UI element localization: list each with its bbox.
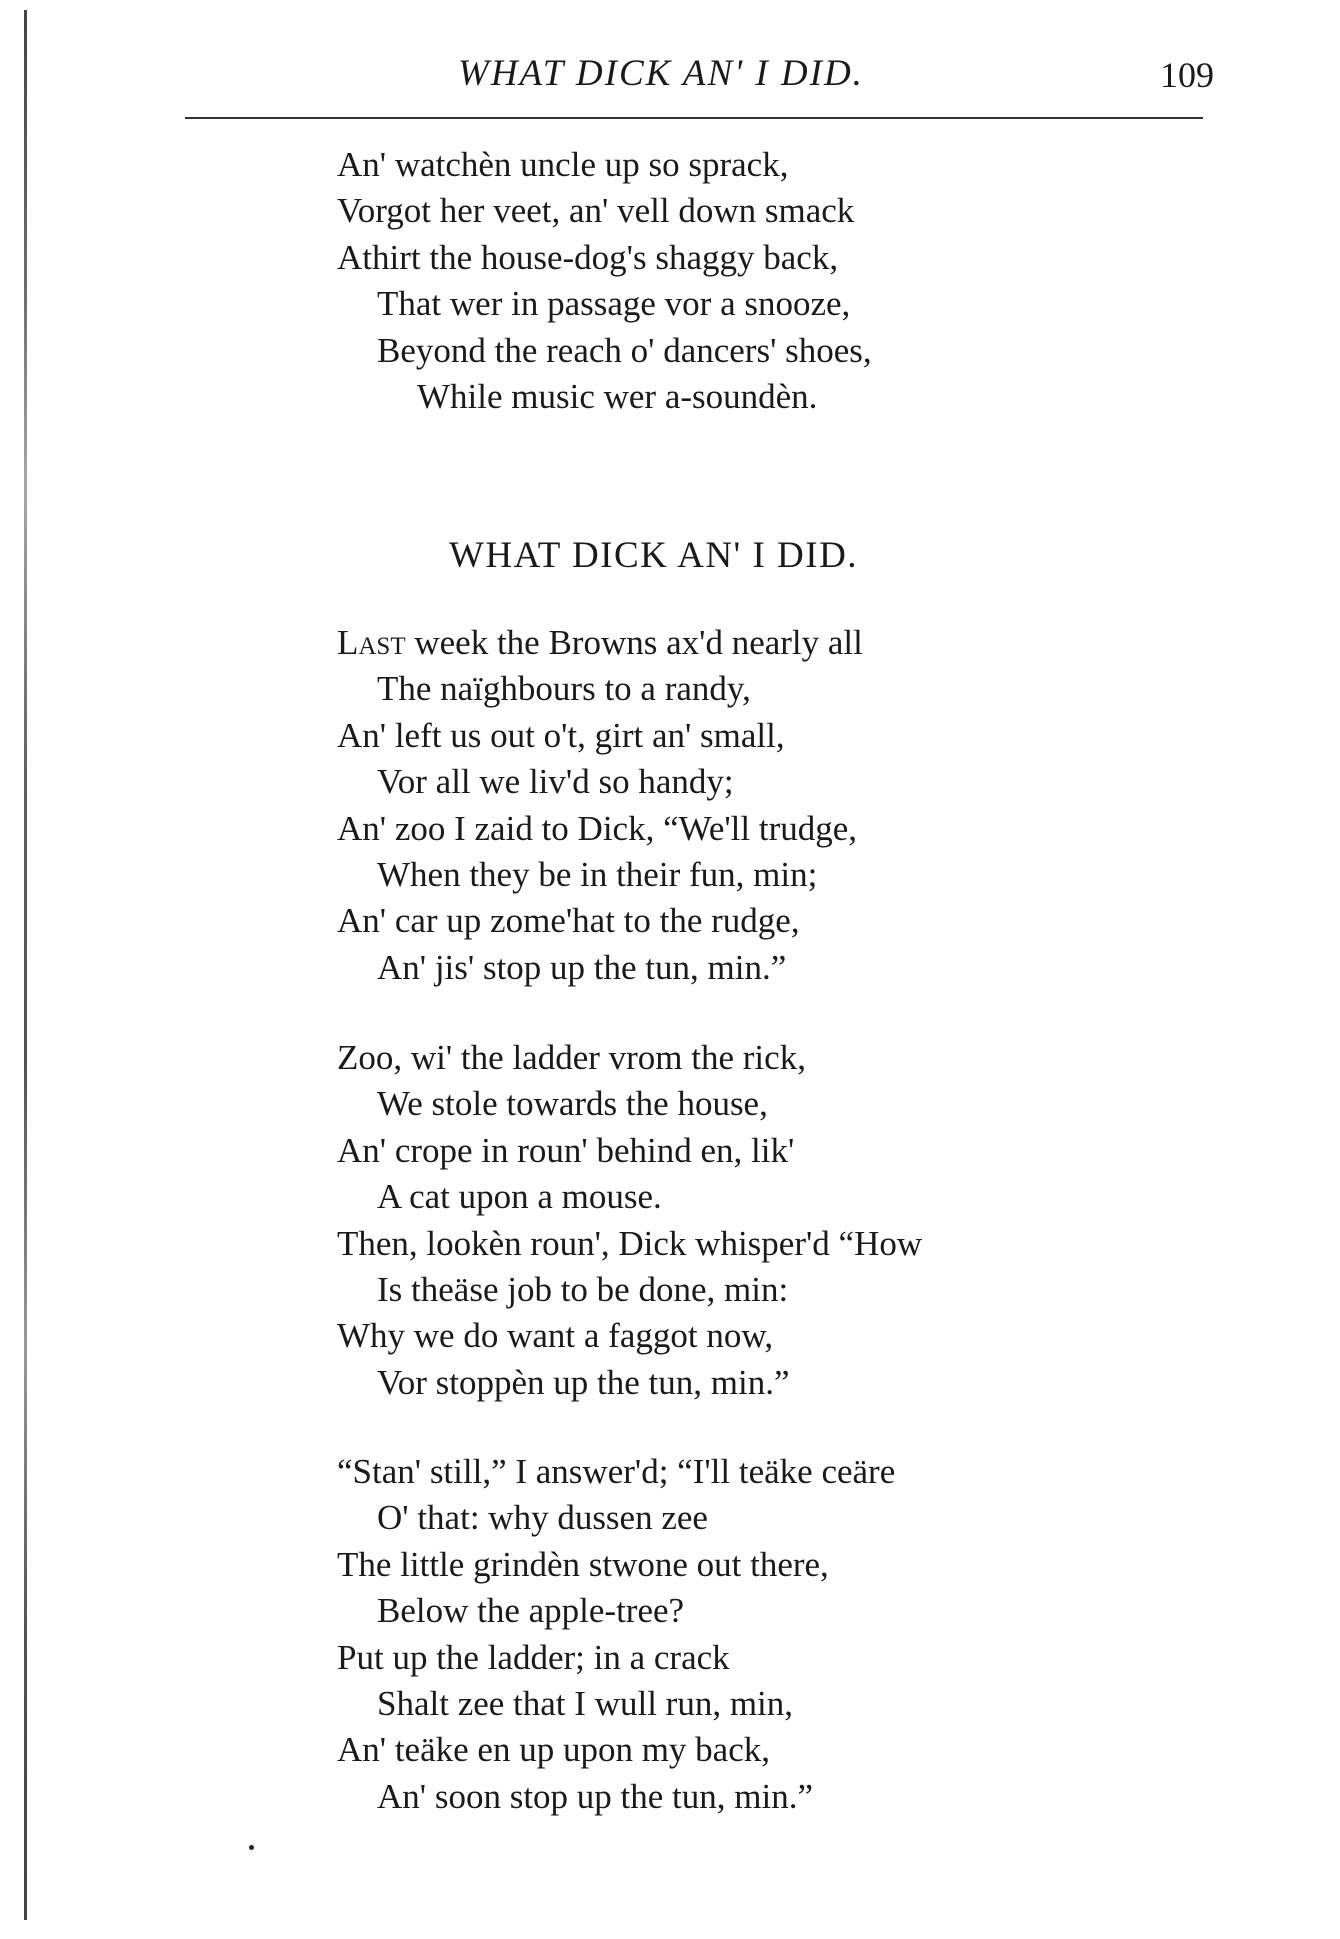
- page-number: 109: [1160, 55, 1214, 95]
- stanza-3: [337, 1449, 895, 1820]
- verse-line: When they be in their fun, min;: [377, 855, 818, 895]
- verse-line: “Stan' still,” I answer'd; “I'll teäke ceäre: [337, 1452, 896, 1491]
- verse-line: An' left us out o't, girt an' small,: [337, 715, 785, 755]
- verse-line: A cat upon a mouse.: [377, 1177, 662, 1217]
- verse-line: [337, 620, 863, 666]
- verse-line: An' teäke en up upon my back,: [337, 1730, 770, 1770]
- verse-line: Vorgot her veet, an' vell down smack: [337, 191, 855, 231]
- verse-line: O' that: why dussen zee: [377, 1498, 708, 1538]
- verse-line: Why we do want a faggot now,: [337, 1316, 774, 1356]
- scan-margin-edge: [24, 10, 27, 1920]
- verse-line: That wer in passage vor a snooze,: [377, 284, 851, 324]
- verse-line: Zoo, wi' the ladder vrom the rick,: [337, 1038, 806, 1077]
- verse-line: An' soon stop up the tun, min.”: [377, 1776, 814, 1816]
- header-rule: [185, 117, 1203, 119]
- verse-line: Vor all we liv'd so handy;: [377, 762, 734, 802]
- verse-line: Shalt zee that I wull run, min,: [377, 1684, 794, 1724]
- verse-line: The naïghbours to a randy,: [377, 669, 751, 709]
- verse-line: While music wer a-soundèn.: [417, 377, 818, 417]
- verse-line: An' jis' stop up the tun, min.”: [377, 947, 787, 987]
- verse-line: An' zoo I zaid to Dick, “We'll trudge,: [337, 808, 858, 848]
- verse-line: Below the apple-tree?: [377, 1591, 685, 1631]
- stanza-1: [337, 620, 863, 991]
- first-line-rest: week the Browns ax'd nearly all: [405, 623, 863, 662]
- verse-line: An' watchèn uncle up so sprack,: [337, 145, 789, 184]
- stanza-2: [337, 1035, 922, 1406]
- dropcap-word: Last: [337, 623, 406, 662]
- top-stanza: [337, 142, 872, 420]
- verse-line: An' crope in roun' behind en, lik': [337, 1130, 795, 1170]
- poem-title: WHAT DICK AN' I DID.: [449, 535, 859, 576]
- verse-line: An' car up zome'hat to the rudge,: [337, 901, 800, 941]
- running-title: WHAT DICK AN' I DID.: [458, 53, 864, 94]
- verse-line: Is theäse job to be done, min:: [377, 1270, 789, 1310]
- verse-line: Athirt the house-dog's shaggy back,: [337, 237, 839, 277]
- verse-line: Vor stoppèn up the tun, min.”: [377, 1362, 790, 1402]
- verse-line: Beyond the reach o' dancers' shoes,: [377, 330, 872, 370]
- verse-line: The little grindèn stwone out there,: [337, 1544, 829, 1584]
- verse-line: We stole towards the house,: [377, 1084, 768, 1124]
- verse-line: Then, lookèn roun', Dick whisper'd “How: [337, 1223, 923, 1263]
- ink-speck: [249, 1845, 254, 1850]
- verse-line: Put up the ladder; in a crack: [337, 1637, 730, 1677]
